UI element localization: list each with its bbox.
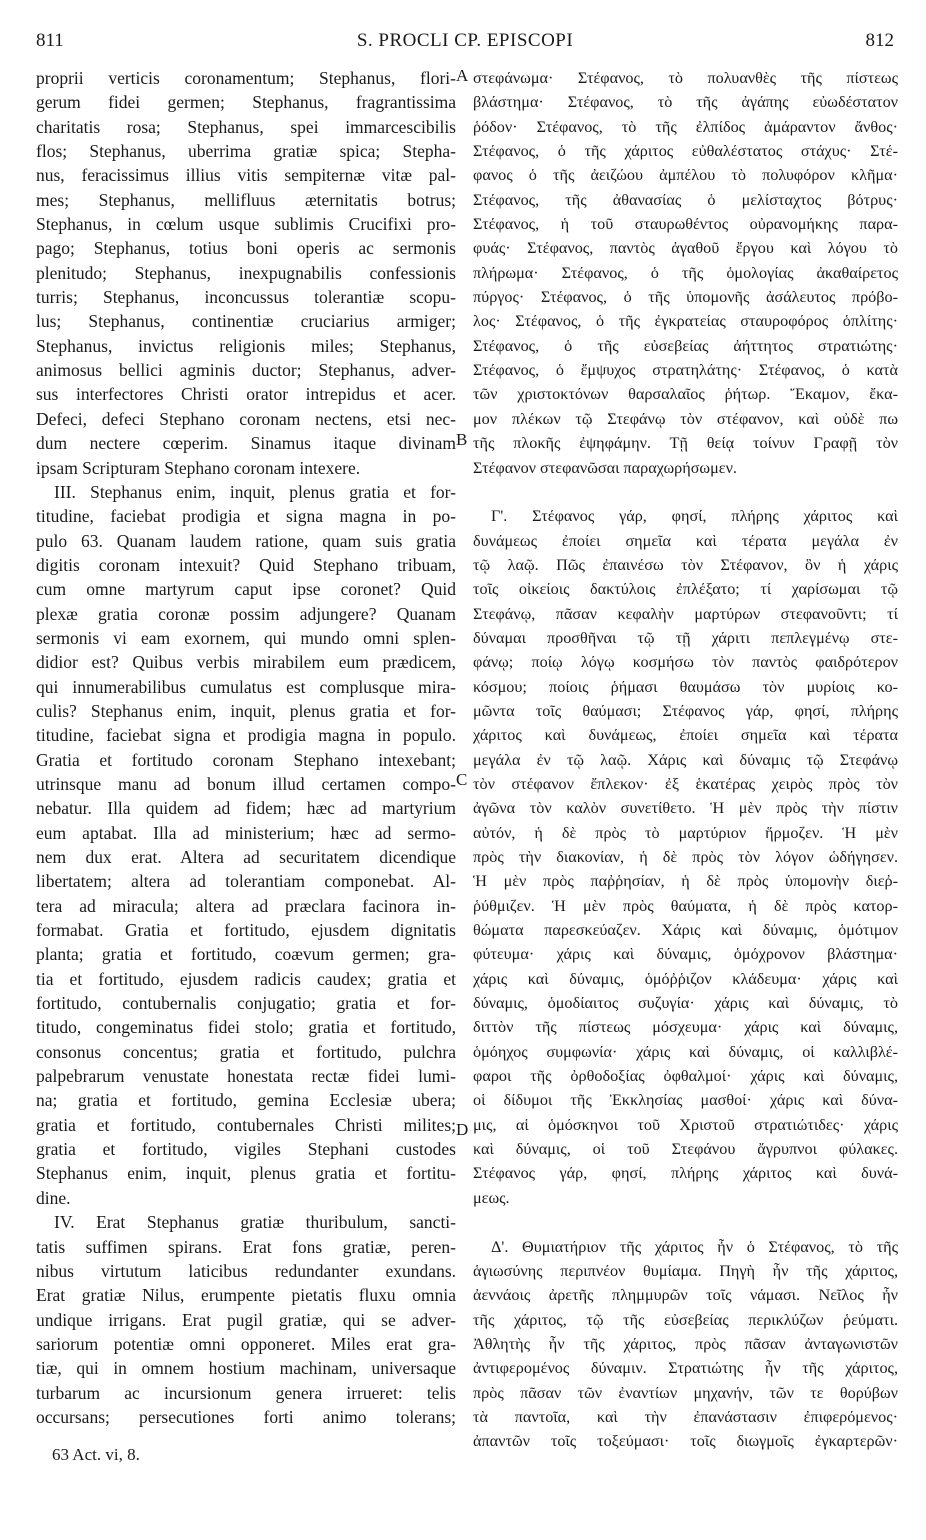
greek-line: φύτευμα· χάρις καὶ δύναμις, ὁμόχρονον βλάστημα· <box>473 945 898 964</box>
latin-line: dine. <box>36 1187 71 1208</box>
greek-line: αὐτόν, ἡ δὲ πρὸς τὸ μαρτύριον ἥρμοζεν. Ἡ μὲν <box>473 823 898 842</box>
latin-line: consonus concentus; gratia et fortitudo, pulchra <box>36 1041 456 1062</box>
latin-line: titudo, congeminatus fidei stolo; gratia et fortitudo, <box>36 1017 456 1038</box>
latin-line: charitatis rosa; Stephanus, spei immarcescibilis <box>36 116 456 137</box>
greek-line: λος· Στέφανος, ὁ τῆς ἐγκρατείας σταυροφόρος ὁπλίτης· <box>473 312 898 331</box>
latin-line: utrinsque manu ad bonum illud certamen compo- <box>36 773 456 794</box>
greek-line: βλάστημα· Στέφανος, τὸ τῆς ἀγάπης εὐωδέστατον <box>473 93 898 112</box>
latin-line: pago; Stephanus, totius boni operis ac sermonis <box>36 238 456 259</box>
running-title: S. PROCLI CP. EPISCOPI <box>356 30 574 51</box>
latin-line: pulo 63. Quanam laudem ratione, quam suis gratia <box>36 530 456 551</box>
margin-marker: D <box>456 1120 469 1139</box>
greek-line: πλήρωμα· Στέφανος, ὁ τῆς ὁμολογίας ἀκαθαίρετος <box>473 263 898 282</box>
greek-line: ἀγῶνα τὸν καλὸν συνετίθετο. Ἡ μὲν πρὸς τὴν πίστιν <box>473 799 898 818</box>
latin-line: III. Stephanus enim, inquit, plenus gratia et for- <box>54 481 456 502</box>
greek-line: ἀεννάοις ἀρετῆς πλημμυρῶν τοῖς νάμασι. Νεῖλος ἦν <box>473 1286 898 1305</box>
latin-line: sermonis vi eam exornem, qui mundo omni splen- <box>36 627 456 648</box>
latin-column <box>36 66 456 1429</box>
greek-line: φαροι τῆς ὀρθοδοξίας ὀφθαλμοί· χάρις καὶ δύναμις, <box>473 1067 898 1086</box>
latin-line: dum nectere cœperim. Sinamus itaque divinam <box>36 433 456 454</box>
greek-line: Στέφανος, ὁ τῆς χάριτος εὐθαλέστατος στάχυς· Στέ- <box>473 142 898 161</box>
greek-line: πύργος· Στέφανος, ὁ τῆς ὑπομονῆς ἀσάλευτος πρόβο- <box>473 288 898 307</box>
latin-line: turris; Stephanus, inconcussus tolerantiæ scopu- <box>36 287 456 308</box>
latin-line: sus interfectores Christi orator intrepidus et acer. <box>36 384 456 405</box>
greek-line: Στέφανος γάρ, φησί, πλήρης χάριτος καὶ δυνά- <box>473 1164 898 1183</box>
latin-line: nibus virtutum laticibus redundanter exundans. <box>36 1260 456 1281</box>
greek-line: Γ'. Στέφανος γάρ, φησί, πλήρης χάριτος καὶ <box>491 507 898 526</box>
greek-line: δυνάμεως ἐποίει σημεῖα καὶ τέρατα μεγάλα ἐν <box>473 531 898 550</box>
greek-line: Στέφανον στεφανῶσαι παραχωρήσωμεν. <box>473 458 737 477</box>
greek-line: Στεφάνῳ, πᾶσαν κεφαλὴν μαρτύρων στεφανοῦντι; τί <box>473 604 898 623</box>
page-number-left: 811 <box>36 30 64 51</box>
greek-line: δύναμις, ὁμοδίαιτος συζυγία· χάρις καὶ δύναμις, τὸ <box>473 994 898 1013</box>
greek-line: μεως. <box>473 1188 510 1207</box>
latin-line: culis? Stephanus enim, inquit, plenus gratia et for- <box>36 700 456 721</box>
latin-line: titudine, faciebat prodigia et signa magna in po- <box>36 506 456 527</box>
latin-line: gerum fidei germen; Stephanus, fragrantissima <box>36 92 456 113</box>
greek-line: μῶντα τοῖς θαύμασι; Στέφανος γάρ, φησί, πλήρης <box>473 701 898 720</box>
greek-line: ἀντιφερομένος δύναμιν. Στρατιώτης ἦν τῆς χάριτος, <box>473 1359 898 1378</box>
latin-line: libertatem; altera ad tolerantiam componebat. Al- <box>36 871 456 892</box>
latin-line: proprii verticis coronamentum; Stephanus, flori- <box>36 68 456 88</box>
greek-column <box>473 66 898 1454</box>
greek-line: φάνῳ; ποίῳ λόγῳ κοσμήσω τὸν παντὸς φαιδρότερον <box>473 653 898 672</box>
greek-line: κόσμου; ποίοις ῥήμασι θαυμάσω τὸν μυρίοις κο- <box>473 677 898 696</box>
greek-line: Ἡ μὲν πρὸς παῤῥησίαν, ἡ δὲ πρὸς ὑπομονὴν διεῤ- <box>473 872 898 891</box>
greek-line: καὶ δύναμις, οἱ τοῦ Στεφάνου ἄγρυπνοι φύλακες. <box>473 1140 898 1159</box>
greek-line: διττὸν τῆς πίστεως μόσχευμα· χάρις καὶ δύναμις, <box>473 1018 898 1037</box>
greek-line: δύναμαι προσθῆναι τῷ τῇ χάριτι πεπλεγμένῳ στε- <box>473 628 898 647</box>
latin-line: Stephanus, invictus religionis miles; Stephanus, <box>36 335 456 356</box>
latin-line: IV. Erat Stephanus gratiæ thuribulum, sancti- <box>54 1212 456 1233</box>
latin-line: undique irrigans. Erat pugil gratiæ, qui se adver- <box>36 1309 456 1330</box>
greek-line: φυάς· Στέφανος, παντὸς ἀγαθοῦ ἔργου καὶ λόγου τὸ <box>473 239 898 258</box>
latin-line: eum aptabat. Illa ad ministerium; hæc ad sermo- <box>36 822 456 843</box>
greek-line: πρὸς τὴν διακονίαν, ἡ δὲ πρὸς τὸν λόγον ὡδήγησεν. <box>473 848 898 866</box>
latin-line: gratia et fortitudo, contubernales Christi milites; <box>36 1114 456 1135</box>
greek-line: οἱ δίδυμοι τῆς Ἐκκλησίας μασθοί· χάρις καὶ δύνα- <box>473 1091 898 1110</box>
paragraph-gap <box>473 1210 898 1234</box>
latin-line: cum omne martyrum caput ipse coronet? Quid <box>36 579 456 600</box>
greek-line: Στέφανος, ὁ ἔμψυχος στρατηλάτης· Στέφανος, ὁ κατὰ <box>473 361 898 380</box>
greek-line: ἀπαντῶν τοῖς τοξεύμασι· τοῖς διωγμοῖς ἐγκαρτερῶν· <box>473 1432 898 1451</box>
greek-line: Στέφανος, ὁ τῆς εὐσεβείας ἀήττητος στρατιώτης· <box>473 336 898 355</box>
latin-line: Stephanus, in cœlum usque sublimis Crucifixi pro- <box>36 214 456 235</box>
page-number-right: 812 <box>865 30 894 51</box>
greek-line: ῥόδον· Στέφανος, τὸ τῆς ἐλπίδος ἀμάραντον ἄνθος· <box>473 117 898 136</box>
latin-line: nebatur. Illa quidem ad fidem; hæc ad martyrium <box>36 798 456 819</box>
latin-line: mes; Stephanus, mellifluus æternitatis botrus; <box>36 189 456 210</box>
latin-line: occursans; persecutiones forti animo tolerans; <box>36 1406 456 1427</box>
greek-line: ῥύθμιζεν. Ἡ μὲν πρὸς θαύματα, ἡ δὲ πρὸς κατορ- <box>473 896 898 915</box>
latin-line: planta; gratia et fortitudo, coævum germen; gra- <box>36 944 456 965</box>
latin-line: tia et fortitudo, ejusdem radicis caudex; gratia et <box>36 968 456 989</box>
margin-marker: C <box>456 770 468 789</box>
latin-line: flos; Stephanus, uberrima gratiæ spica; Stepha- <box>36 141 456 162</box>
margin-marker: A <box>456 66 469 85</box>
greek-line: πρὸς πᾶσαν τῶν ἐναντίων μηχανήν, τῶν τε θορύβων <box>473 1383 898 1402</box>
latin-line: ipsam Scripturam Stephano coronam intexere. <box>36 457 361 478</box>
latin-line: palpebrarum venustate honestata rectæ fidei lumi- <box>36 1066 456 1087</box>
latin-line: Defeci, defeci Stephano coronam nectens, etsi nec- <box>36 408 456 429</box>
latin-line: sariorum potentiæ omni opponeret. Miles erat gra- <box>36 1333 456 1354</box>
greek-line: Δ'. Θυμιατήριον τῆς χάριτος ἦν ὁ Στέφανος, τὸ τῆς <box>491 1237 898 1256</box>
greek-line: στεφάνωμα· Στέφανος, τὸ πολυανθὲς τῆς πίστεως <box>473 69 898 87</box>
greek-line: ὁμόηχος συμφωνία· χάρις καὶ δύναμις, οἱ καλλιβλέ- <box>473 1042 898 1061</box>
greek-line: μεγάλα ἐν τῷ λαῷ. Χάρις καὶ δύναμις τῷ Στεφάνῳ <box>473 750 898 769</box>
latin-line: Erat gratiæ Nilus, erumpente pietatis fluxu omnia <box>36 1285 456 1306</box>
page-header <box>36 30 894 60</box>
latin-line: nem dux erat. Altera ad securitatem dicendique <box>36 847 456 867</box>
latin-line: lus; Stephanus, continentiæ cruciarius armiger; <box>36 311 456 332</box>
latin-line: nus, feracissimus illius vitis sempiternæ vitæ pal- <box>36 165 456 186</box>
greek-line: θώματα παρεσκεύαζεν. Χάρις καὶ δύναμις, ὁμότιμον <box>473 921 898 940</box>
greek-line: μις, αἱ ὁμόσκηνοι τοῦ Χριστοῦ στρατιώτιδες· χάρις <box>473 1115 898 1134</box>
greek-line: τοῖς οἰκείοις δακτύλοις ἐπλέξατο; τί χαρίσωμαι τῷ <box>473 580 898 599</box>
greek-line: τῷ λαῷ. Πῶς ἐπαινέσω τὸν Στέφανον, ὃν ἡ χάρις <box>473 555 898 574</box>
latin-line: animosus bellici agminis ductor; Stephanus, adver- <box>36 360 456 381</box>
greek-line: χάρις καὶ δύναμις, ὁμόῤῥιζον κλάδευμα· χάρις καὶ <box>473 969 898 988</box>
paragraph-gap <box>473 480 898 504</box>
latin-line: digitis coronam intexuit? Quid Stephano tribuam, <box>36 554 456 575</box>
greek-line: τῆς χάριτος, τῷ τῆς εὐσεβείας περικλύζων ῥεύματι. <box>473 1310 898 1329</box>
margin-marker: B <box>456 430 468 449</box>
latin-line: tera ad miracula; altera ad præclara facinora in- <box>36 895 456 916</box>
latin-line: tiæ, qui in omnem hostium machinam, universaque <box>36 1358 456 1379</box>
latin-line: na; gratia et fortitudo, gemina Ecclesiæ ubera; <box>36 1090 456 1111</box>
latin-line: qui innumerabilibus cumulatus est complusque mira- <box>36 676 456 697</box>
greek-line: τὰ παντοῖα, καὶ τὴν ἐπανάστασιν ἐπιφερόμενος· <box>473 1407 898 1426</box>
greek-line: τῆς πλοκῆς ἐψηφάμην. Τῇ θείᾳ τοίνυν Γραφῇ τὸν <box>473 434 898 453</box>
latin-line: titudine, faciebat signa et prodigia magna in populo. <box>36 725 456 746</box>
latin-line: didior est? Quibus verbis mirabilem eum prædicem, <box>36 652 456 673</box>
latin-line: Stephanus enim, inquit, plenus gratia et fortitu- <box>36 1163 456 1184</box>
latin-line: plenitudo; Stephanus, inexpugnabilis confessionis <box>36 262 456 283</box>
greek-line: χάριτος καὶ δυνάμεως, ἐποίει σημεῖα καὶ τέρατα <box>473 726 898 745</box>
footnote: 63 Act. vi, 8. <box>52 1445 140 1464</box>
greek-line: Ἀθλητὴς ἦν τῆς χάριτος, πρὸς πᾶσαν ἀνταγωνιστῶν <box>473 1334 898 1353</box>
greek-line: τὸν στέφανον ἔπλεκον· ἐξ ἑκατέρας χειρὸς πρὸς τὸν <box>473 774 898 793</box>
latin-line: plexæ gratia coronæ possim adjungere? Quanam <box>36 603 456 624</box>
greek-line: μον πλέκων τῷ Στεφάνῳ τὸν στέφανον, καὶ οὐδὲ πω <box>473 409 898 428</box>
greek-line: φανος ὁ τῆς ἀειζώου ἀμπέλου τὸ πολυφόρον κλῆμα· <box>473 166 898 185</box>
greek-line: Στέφανος, τῆς ἀθανασίας ὁ μελίσταχτος βότρυς· <box>473 190 898 209</box>
greek-line: ἁγιωσύνης περιπνέον θυμίαμα. Πηγὴ ἦν τῆς χάριτος, <box>473 1261 898 1280</box>
latin-line: Gratia et fortitudo coronam Stephano intexebant; <box>36 749 456 770</box>
latin-line: tatis suffimen spirans. Erat fons gratiæ, peren- <box>36 1236 456 1257</box>
latin-line: formabat. Gratia et fortitudo, ejusdem dignitatis <box>36 920 456 941</box>
latin-line: turbarum ac incursionum genera irrueret: telis <box>36 1382 456 1403</box>
greek-line: τῶν χριστοκτόνων θαρσαλαῖος ῥήτωρ. Ἔκαμον, ἔκα- <box>473 385 898 404</box>
latin-line: gratia et fortitudo, vigiles Stephani custodes <box>36 1139 456 1160</box>
greek-line: Στέφανος, ἡ τοῦ σταυρωθέντος οὐρανομήκης παρα- <box>473 215 898 234</box>
latin-line: fortitudo, contubernalis conjugatio; gratia et for- <box>36 993 456 1014</box>
